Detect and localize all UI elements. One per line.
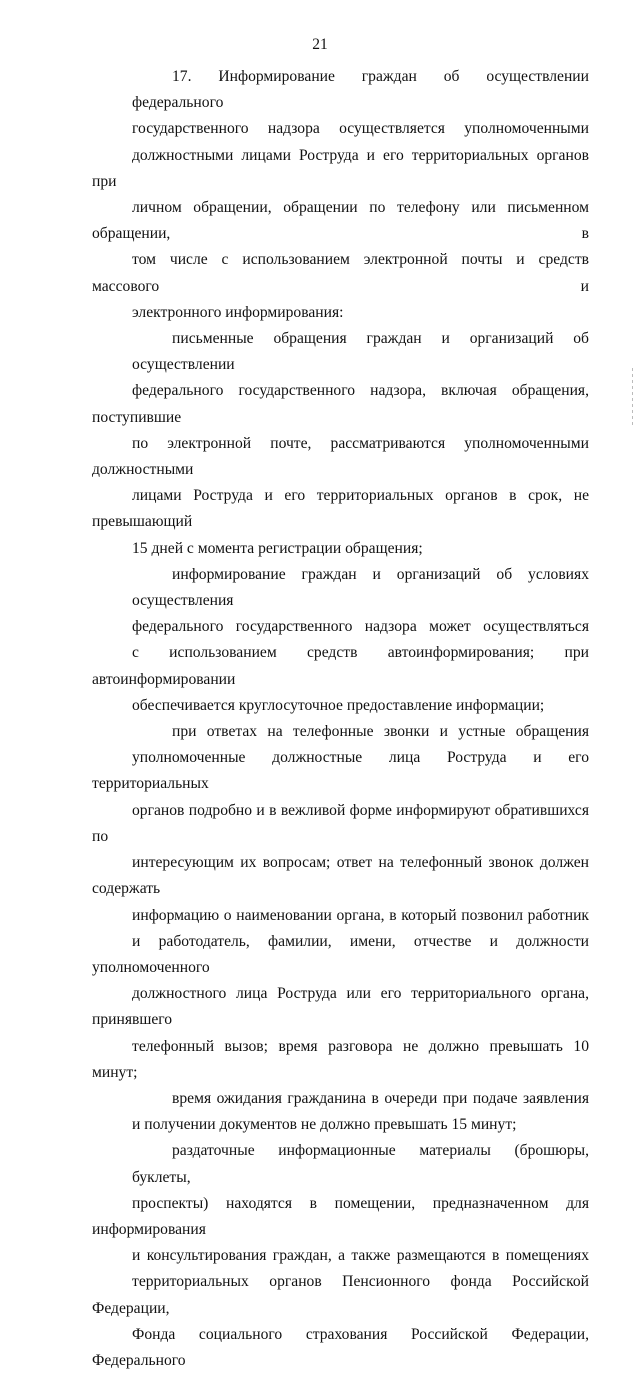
paragraph-handout-materials [92,1138,589,1374]
paragraph-autoinforming [92,562,589,719]
text-line: и работодатель, фамилии, имени, отчестве и должности уполномоченного [92,932,589,976]
text-line: письменные обращения граждан и организаций об осуществлении [132,330,589,374]
text-line: по электронной почте, рассматриваются уполномоченными должностными [92,434,589,479]
text-line: 15 дней с момента регистрации обращения; [132,539,423,557]
text-line: обеспечивается круглосуточное предоставление информации; [132,696,545,714]
text-line: лицами Роструда и его территориальных органов в срок, не превышающий [92,487,589,531]
text-line: федерального государственного надзора, включая обращения, поступившие [92,382,589,426]
text-line: государственного надзора осуществляется уполномоченными [132,120,589,138]
text-line: раздаточные информационные материалы (брошюры, буклеты, [132,1142,589,1186]
text-line: том числе с использованием электронной почты и средств массового и [92,251,589,295]
text-line: Фонда социального страхования Российской Федерации, Федерального [92,1325,589,1369]
paragraph-queue-time [92,1086,589,1138]
paragraph-17 [92,64,589,326]
text-line: информацию о наименовании органа, в который позвонил работник [132,906,589,924]
text-line: должностными лицами Роструда и его территориальных органов при [92,146,589,190]
text-line: личном обращении, обращении по телефону или письменном обращении, в [92,199,589,243]
text-line: и получении документов не должно превышать 15 минут; [132,1116,517,1134]
text-line: с использованием средств автоинформирования; при автоинформировании [92,644,589,688]
text-line: 17. Информирование граждан об осуществлении федерального [132,68,589,112]
text-line: интересующим их вопросам; ответ на телефонный звонок должен содержать [92,854,589,898]
text-line: территориальных органов Пенсионного фонда Российской Федерации, [92,1273,589,1317]
text-line: время ожидания гражданина в очереди при подаче заявления [172,1089,589,1107]
text-line: федерального государственного надзора может осуществляться [132,618,589,636]
text-line: проспекты) находятся в помещении, предназначенном для информирования [92,1194,589,1238]
text-line: телефонный вызов; время разговора не должно превышать 10 минут; [92,1037,589,1081]
document-body [92,64,589,1374]
page-number: 21 [312,36,328,53]
text-line: при ответах на телефонные звонки и устные обращения [172,723,589,741]
text-line: и консультирования граждан, а также размещаются в помещениях [132,1247,589,1265]
text-line: уполномоченные должностные лица Роструда и его территориальных [92,749,589,793]
text-line: электронного информирования: [132,303,344,321]
paragraph-written-appeals [92,326,589,562]
scan-edge-mark [632,368,633,428]
text-line: информирование граждан и организаций об условиях осуществления [132,565,589,610]
text-line: должностного лица Роструда или его территориального органа, принявшего [92,985,589,1029]
text-line: органов подробно и в вежливой форме информируют обратившихся по [92,801,589,845]
paragraph-phone-calls [92,719,589,1086]
